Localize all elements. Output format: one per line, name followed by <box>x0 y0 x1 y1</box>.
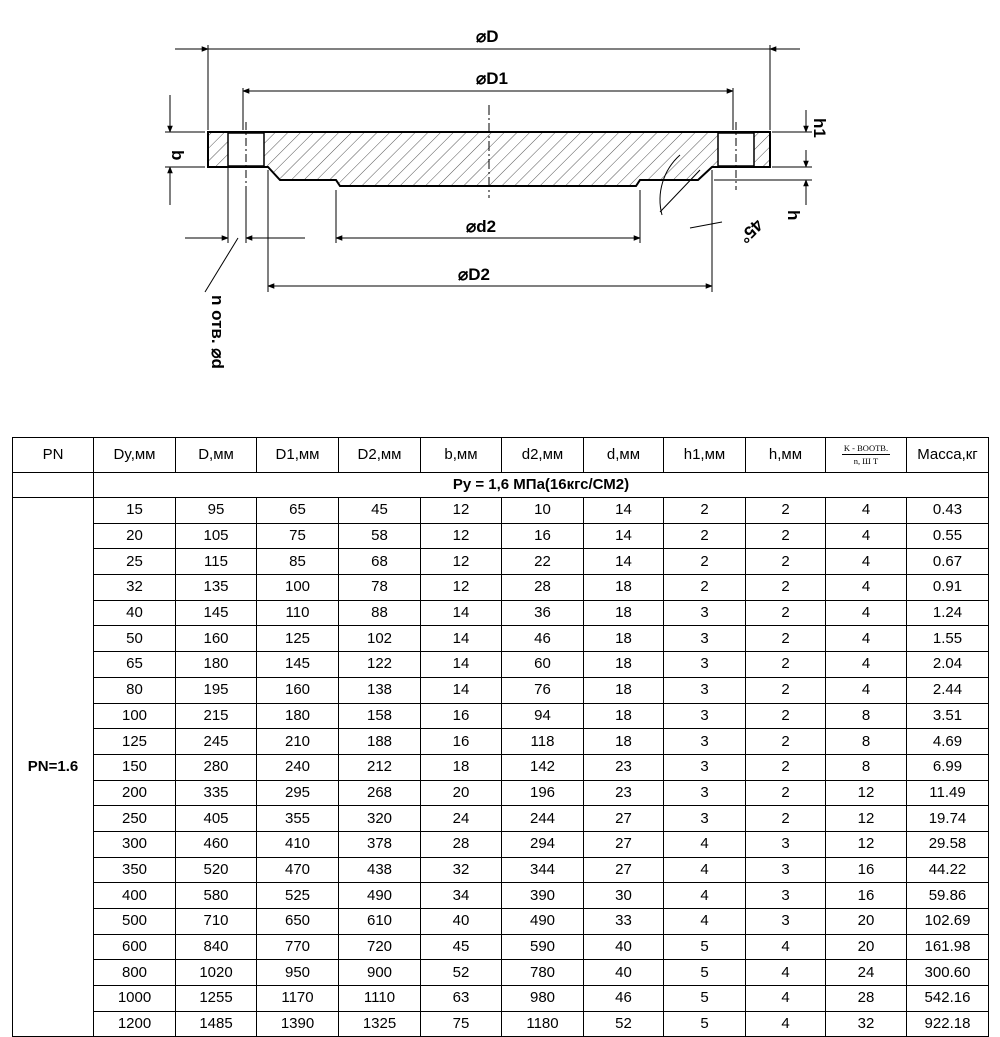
label-angle: 45° <box>734 215 767 247</box>
cell-dy: 80 <box>94 677 176 703</box>
cell-b: 75 <box>421 1011 502 1037</box>
cell-d-outer: 1485 <box>176 1011 257 1037</box>
cell-holes-count: 16 <box>826 857 907 883</box>
header-d1: D1,мм <box>257 438 339 473</box>
header-b: b,мм <box>421 438 502 473</box>
cell-d-outer: 105 <box>176 523 257 549</box>
cell-mass: 59.86 <box>907 883 989 909</box>
cell-d2-upper: 268 <box>339 780 421 806</box>
cell-holes-count: 20 <box>826 934 907 960</box>
cell-h: 2 <box>746 754 826 780</box>
cell-d2-lower: 196 <box>502 780 584 806</box>
cell-mass: 4.69 <box>907 729 989 755</box>
cell-d2-upper: 212 <box>339 754 421 780</box>
cell-d-outer: 215 <box>176 703 257 729</box>
cell-d-outer: 115 <box>176 549 257 575</box>
label-D: ⌀D <box>476 27 499 46</box>
cell-d1: 525 <box>257 883 339 909</box>
cell-h1: 4 <box>664 883 746 909</box>
cell-mass: 3.51 <box>907 703 989 729</box>
cell-h: 2 <box>746 549 826 575</box>
header-pn: PN <box>13 438 94 473</box>
table-row <box>13 677 989 703</box>
table-row <box>13 780 989 806</box>
label-D1: ⌀D1 <box>476 69 508 88</box>
cell-d-outer: 180 <box>176 652 257 678</box>
cell-holes-count: 4 <box>826 523 907 549</box>
cell-d-outer: 405 <box>176 806 257 832</box>
header-d2-upper: D2,мм <box>339 438 421 473</box>
cell-d-outer: 145 <box>176 600 257 626</box>
cell-mass: 0.43 <box>907 498 989 524</box>
cell-d1: 210 <box>257 729 339 755</box>
cell-d2-lower: 16 <box>502 523 584 549</box>
cell-b: 45 <box>421 934 502 960</box>
table-row <box>13 831 989 857</box>
cell-dy: 32 <box>94 575 176 601</box>
cell-h: 3 <box>746 909 826 935</box>
flange-drawing <box>0 0 1000 420</box>
cell-d2-upper: 58 <box>339 523 421 549</box>
cell-holes-count: 4 <box>826 575 907 601</box>
cell-d2-lower: 1180 <box>502 1011 584 1037</box>
table-row <box>13 729 989 755</box>
cell-dy: 400 <box>94 883 176 909</box>
cell-d1: 650 <box>257 909 339 935</box>
cell-h: 4 <box>746 960 826 986</box>
cell-b: 12 <box>421 498 502 524</box>
cell-mass: 542.16 <box>907 986 989 1012</box>
cell-dy: 200 <box>94 780 176 806</box>
label-h: h <box>784 210 803 221</box>
header-d-outer: D,мм <box>176 438 257 473</box>
cell-d1: 85 <box>257 549 339 575</box>
pn-group-cell: PN=1.6 <box>13 498 94 1037</box>
header-d2-lower: d2,мм <box>502 438 584 473</box>
cell-d1: 470 <box>257 857 339 883</box>
cell-b: 16 <box>421 703 502 729</box>
table-row <box>13 806 989 832</box>
pressure-subheader: Py = 1,6 МПа(16кгс/СМ2) <box>94 473 989 498</box>
cell-d1: 295 <box>257 780 339 806</box>
cell-h: 4 <box>746 1011 826 1037</box>
table-row <box>13 960 989 986</box>
cell-holes-count: 24 <box>826 960 907 986</box>
cell-d2-upper: 610 <box>339 909 421 935</box>
cell-mass: 0.55 <box>907 523 989 549</box>
table-row <box>13 986 989 1012</box>
cell-holes-count: 4 <box>826 677 907 703</box>
cell-d1: 180 <box>257 703 339 729</box>
cell-d1: 240 <box>257 754 339 780</box>
cell-b: 14 <box>421 652 502 678</box>
cell-mass: 11.49 <box>907 780 989 806</box>
cell-d2-upper: 378 <box>339 831 421 857</box>
flange-section <box>208 105 770 198</box>
cell-d-outer: 95 <box>176 498 257 524</box>
cell-d2-lower: 780 <box>502 960 584 986</box>
cell-d2-lower: 142 <box>502 754 584 780</box>
cell-h1: 4 <box>664 909 746 935</box>
cell-d-outer: 280 <box>176 754 257 780</box>
cell-mass: 300.60 <box>907 960 989 986</box>
cell-d-hole: 14 <box>584 498 664 524</box>
pressure-subheader-row <box>13 473 989 498</box>
cell-h1: 5 <box>664 960 746 986</box>
cell-dy: 1200 <box>94 1011 176 1037</box>
cell-h1: 3 <box>664 703 746 729</box>
cell-h1: 2 <box>664 498 746 524</box>
header-row <box>13 438 989 473</box>
cell-mass: 161.98 <box>907 934 989 960</box>
cell-h: 2 <box>746 780 826 806</box>
table-row <box>13 883 989 909</box>
cell-d-outer: 160 <box>176 626 257 652</box>
cell-d2-upper: 45 <box>339 498 421 524</box>
table-row <box>13 703 989 729</box>
cell-h1: 4 <box>664 831 746 857</box>
label-b: b <box>168 150 187 161</box>
cell-holes-count: 20 <box>826 909 907 935</box>
cell-d1: 950 <box>257 960 339 986</box>
header-holes-count <box>826 438 907 473</box>
header-mass: Масса,кг <box>907 438 989 473</box>
cell-mass: 19.74 <box>907 806 989 832</box>
table-row <box>13 575 989 601</box>
cell-d-hole: 18 <box>584 677 664 703</box>
cell-h: 2 <box>746 806 826 832</box>
cell-d-outer: 195 <box>176 677 257 703</box>
cell-d-hole: 18 <box>584 652 664 678</box>
cell-mass: 0.67 <box>907 549 989 575</box>
cell-d-outer: 1020 <box>176 960 257 986</box>
cell-d-hole: 18 <box>584 703 664 729</box>
header-h: h,мм <box>746 438 826 473</box>
cell-mass: 922.18 <box>907 1011 989 1037</box>
cell-d2-upper: 1325 <box>339 1011 421 1037</box>
cell-h: 4 <box>746 934 826 960</box>
table-row <box>13 600 989 626</box>
table-row <box>13 626 989 652</box>
cell-d2-upper: 122 <box>339 652 421 678</box>
cell-dy: 100 <box>94 703 176 729</box>
cell-d-hole: 27 <box>584 831 664 857</box>
subheader-empty <box>13 473 94 498</box>
cell-h1: 2 <box>664 523 746 549</box>
cell-d2-lower: 22 <box>502 549 584 575</box>
cell-b: 12 <box>421 575 502 601</box>
dimension-labels <box>168 27 829 369</box>
table-row <box>13 498 989 524</box>
cell-d2-lower: 94 <box>502 703 584 729</box>
cell-b: 24 <box>421 806 502 832</box>
cell-b: 28 <box>421 831 502 857</box>
label-holes: n отв. ⌀d <box>208 295 227 369</box>
cell-d1: 770 <box>257 934 339 960</box>
cell-h1: 5 <box>664 1011 746 1037</box>
label-h1: h1 <box>810 118 829 138</box>
cell-d2-lower: 46 <box>502 626 584 652</box>
cell-holes-count: 4 <box>826 652 907 678</box>
cell-d2-lower: 36 <box>502 600 584 626</box>
cell-b: 14 <box>421 600 502 626</box>
cell-d-hole: 14 <box>584 549 664 575</box>
cell-h: 2 <box>746 575 826 601</box>
cell-h1: 5 <box>664 986 746 1012</box>
cell-d2-upper: 188 <box>339 729 421 755</box>
cell-dy: 250 <box>94 806 176 832</box>
cell-mass: 1.55 <box>907 626 989 652</box>
cell-d2-lower: 490 <box>502 909 584 935</box>
cell-d-outer: 580 <box>176 883 257 909</box>
cell-h1: 2 <box>664 575 746 601</box>
cell-holes-count: 8 <box>826 754 907 780</box>
cell-d-hole: 52 <box>584 1011 664 1037</box>
cell-mass: 2.04 <box>907 652 989 678</box>
table-row <box>13 754 989 780</box>
cell-holes-count: 4 <box>826 600 907 626</box>
cell-b: 12 <box>421 523 502 549</box>
cell-h1: 3 <box>664 780 746 806</box>
cell-h: 3 <box>746 857 826 883</box>
cell-h: 2 <box>746 523 826 549</box>
cell-h1: 3 <box>664 652 746 678</box>
table-row <box>13 523 989 549</box>
cell-d2-lower: 118 <box>502 729 584 755</box>
cell-holes-count: 12 <box>826 831 907 857</box>
cell-d2-upper: 720 <box>339 934 421 960</box>
cell-d-outer: 335 <box>176 780 257 806</box>
cell-h: 2 <box>746 600 826 626</box>
cell-dy: 350 <box>94 857 176 883</box>
cell-dy: 25 <box>94 549 176 575</box>
header-h1: h1,мм <box>664 438 746 473</box>
cell-d-outer: 135 <box>176 575 257 601</box>
cell-d2-upper: 1110 <box>339 986 421 1012</box>
cell-b: 18 <box>421 754 502 780</box>
cell-dy: 125 <box>94 729 176 755</box>
cell-d2-upper: 102 <box>339 626 421 652</box>
cell-dy: 500 <box>94 909 176 935</box>
cell-dy: 600 <box>94 934 176 960</box>
cell-d-hole: 30 <box>584 883 664 909</box>
cell-d2-upper: 78 <box>339 575 421 601</box>
cell-d-hole: 18 <box>584 600 664 626</box>
cell-mass: 2.44 <box>907 677 989 703</box>
cell-b: 52 <box>421 960 502 986</box>
cell-b: 14 <box>421 626 502 652</box>
cell-b: 63 <box>421 986 502 1012</box>
cell-d2-lower: 28 <box>502 575 584 601</box>
cell-h1: 3 <box>664 754 746 780</box>
cell-d2-lower: 294 <box>502 831 584 857</box>
cell-h: 3 <box>746 831 826 857</box>
header-dy: Dy,мм <box>94 438 176 473</box>
cell-d-outer: 520 <box>176 857 257 883</box>
cell-d1: 1170 <box>257 986 339 1012</box>
cell-holes-count: 8 <box>826 703 907 729</box>
cell-d2-lower: 390 <box>502 883 584 909</box>
cell-d-hole: 33 <box>584 909 664 935</box>
cell-h1: 4 <box>664 857 746 883</box>
cell-h: 2 <box>746 498 826 524</box>
cell-d2-upper: 900 <box>339 960 421 986</box>
cell-h1: 3 <box>664 677 746 703</box>
cell-holes-count: 12 <box>826 780 907 806</box>
table-row <box>13 934 989 960</box>
cell-d-hole: 23 <box>584 780 664 806</box>
cell-h1: 3 <box>664 806 746 832</box>
cell-d-hole: 46 <box>584 986 664 1012</box>
cell-d-hole: 27 <box>584 857 664 883</box>
cell-d1: 355 <box>257 806 339 832</box>
cell-d2-upper: 68 <box>339 549 421 575</box>
table-row <box>13 549 989 575</box>
cell-d1: 145 <box>257 652 339 678</box>
cell-d-hole: 14 <box>584 523 664 549</box>
cell-dy: 150 <box>94 754 176 780</box>
cell-h: 2 <box>746 703 826 729</box>
header-holes-denominator: n, Ш Т <box>853 455 879 466</box>
cell-h1: 3 <box>664 729 746 755</box>
cell-h1: 3 <box>664 626 746 652</box>
cell-d-outer: 460 <box>176 831 257 857</box>
cell-mass: 29.58 <box>907 831 989 857</box>
cell-h1: 5 <box>664 934 746 960</box>
cell-dy: 20 <box>94 523 176 549</box>
cell-holes-count: 12 <box>826 806 907 832</box>
cell-d-hole: 18 <box>584 729 664 755</box>
cell-d-outer: 245 <box>176 729 257 755</box>
cell-h1: 2 <box>664 549 746 575</box>
cell-mass: 44.22 <box>907 857 989 883</box>
cell-d-hole: 40 <box>584 960 664 986</box>
cell-mass: 6.99 <box>907 754 989 780</box>
cell-d2-lower: 980 <box>502 986 584 1012</box>
cell-d1: 160 <box>257 677 339 703</box>
cell-d-hole: 40 <box>584 934 664 960</box>
cell-d-outer: 840 <box>176 934 257 960</box>
cell-holes-count: 32 <box>826 1011 907 1037</box>
cell-dy: 40 <box>94 600 176 626</box>
cell-d2-upper: 490 <box>339 883 421 909</box>
cell-mass: 1.24 <box>907 600 989 626</box>
cell-b: 40 <box>421 909 502 935</box>
table-row <box>13 1011 989 1037</box>
cell-b: 14 <box>421 677 502 703</box>
cell-d2-upper: 88 <box>339 600 421 626</box>
cell-holes-count: 4 <box>826 626 907 652</box>
cell-d2-upper: 138 <box>339 677 421 703</box>
label-d2: ⌀d2 <box>466 217 497 236</box>
cell-h: 4 <box>746 986 826 1012</box>
cell-dy: 1000 <box>94 986 176 1012</box>
cell-b: 20 <box>421 780 502 806</box>
cell-d1: 110 <box>257 600 339 626</box>
cell-dy: 65 <box>94 652 176 678</box>
cell-d1: 75 <box>257 523 339 549</box>
cell-dy: 15 <box>94 498 176 524</box>
cell-mass: 0.91 <box>907 575 989 601</box>
label-D2: ⌀D2 <box>458 265 490 284</box>
cell-d2-lower: 10 <box>502 498 584 524</box>
cell-holes-count: 28 <box>826 986 907 1012</box>
cell-mass: 102.69 <box>907 909 989 935</box>
cell-h1: 3 <box>664 600 746 626</box>
cell-h: 3 <box>746 883 826 909</box>
cell-holes-count: 4 <box>826 498 907 524</box>
header-d-hole: d,мм <box>584 438 664 473</box>
cell-d-outer: 1255 <box>176 986 257 1012</box>
cell-d2-upper: 320 <box>339 806 421 832</box>
cell-b: 34 <box>421 883 502 909</box>
header-holes-numerator: K - BOOTB. <box>843 442 889 453</box>
cell-h: 2 <box>746 729 826 755</box>
cell-d1: 100 <box>257 575 339 601</box>
cell-d1: 1390 <box>257 1011 339 1037</box>
cell-h: 2 <box>746 677 826 703</box>
cell-h: 2 <box>746 652 826 678</box>
cell-d2-upper: 438 <box>339 857 421 883</box>
cell-dy: 50 <box>94 626 176 652</box>
cell-d2-lower: 590 <box>502 934 584 960</box>
cell-d2-lower: 60 <box>502 652 584 678</box>
flange-spec-table <box>12 437 989 1037</box>
cell-d2-lower: 244 <box>502 806 584 832</box>
cell-b: 12 <box>421 549 502 575</box>
table-row <box>13 909 989 935</box>
cell-d1: 125 <box>257 626 339 652</box>
cell-d-hole: 18 <box>584 626 664 652</box>
cell-dy: 800 <box>94 960 176 986</box>
cell-d-hole: 27 <box>584 806 664 832</box>
table-row <box>13 652 989 678</box>
cell-holes-count: 8 <box>826 729 907 755</box>
cell-d1: 410 <box>257 831 339 857</box>
cell-d-hole: 18 <box>584 575 664 601</box>
cell-d-hole: 23 <box>584 754 664 780</box>
cell-d2-lower: 344 <box>502 857 584 883</box>
cell-b: 16 <box>421 729 502 755</box>
cell-d2-lower: 76 <box>502 677 584 703</box>
cell-d-outer: 710 <box>176 909 257 935</box>
cell-d2-upper: 158 <box>339 703 421 729</box>
cell-b: 32 <box>421 857 502 883</box>
cell-d1: 65 <box>257 498 339 524</box>
table-row <box>13 857 989 883</box>
cell-holes-count: 4 <box>826 549 907 575</box>
cell-h: 2 <box>746 626 826 652</box>
cell-dy: 300 <box>94 831 176 857</box>
cell-holes-count: 16 <box>826 883 907 909</box>
